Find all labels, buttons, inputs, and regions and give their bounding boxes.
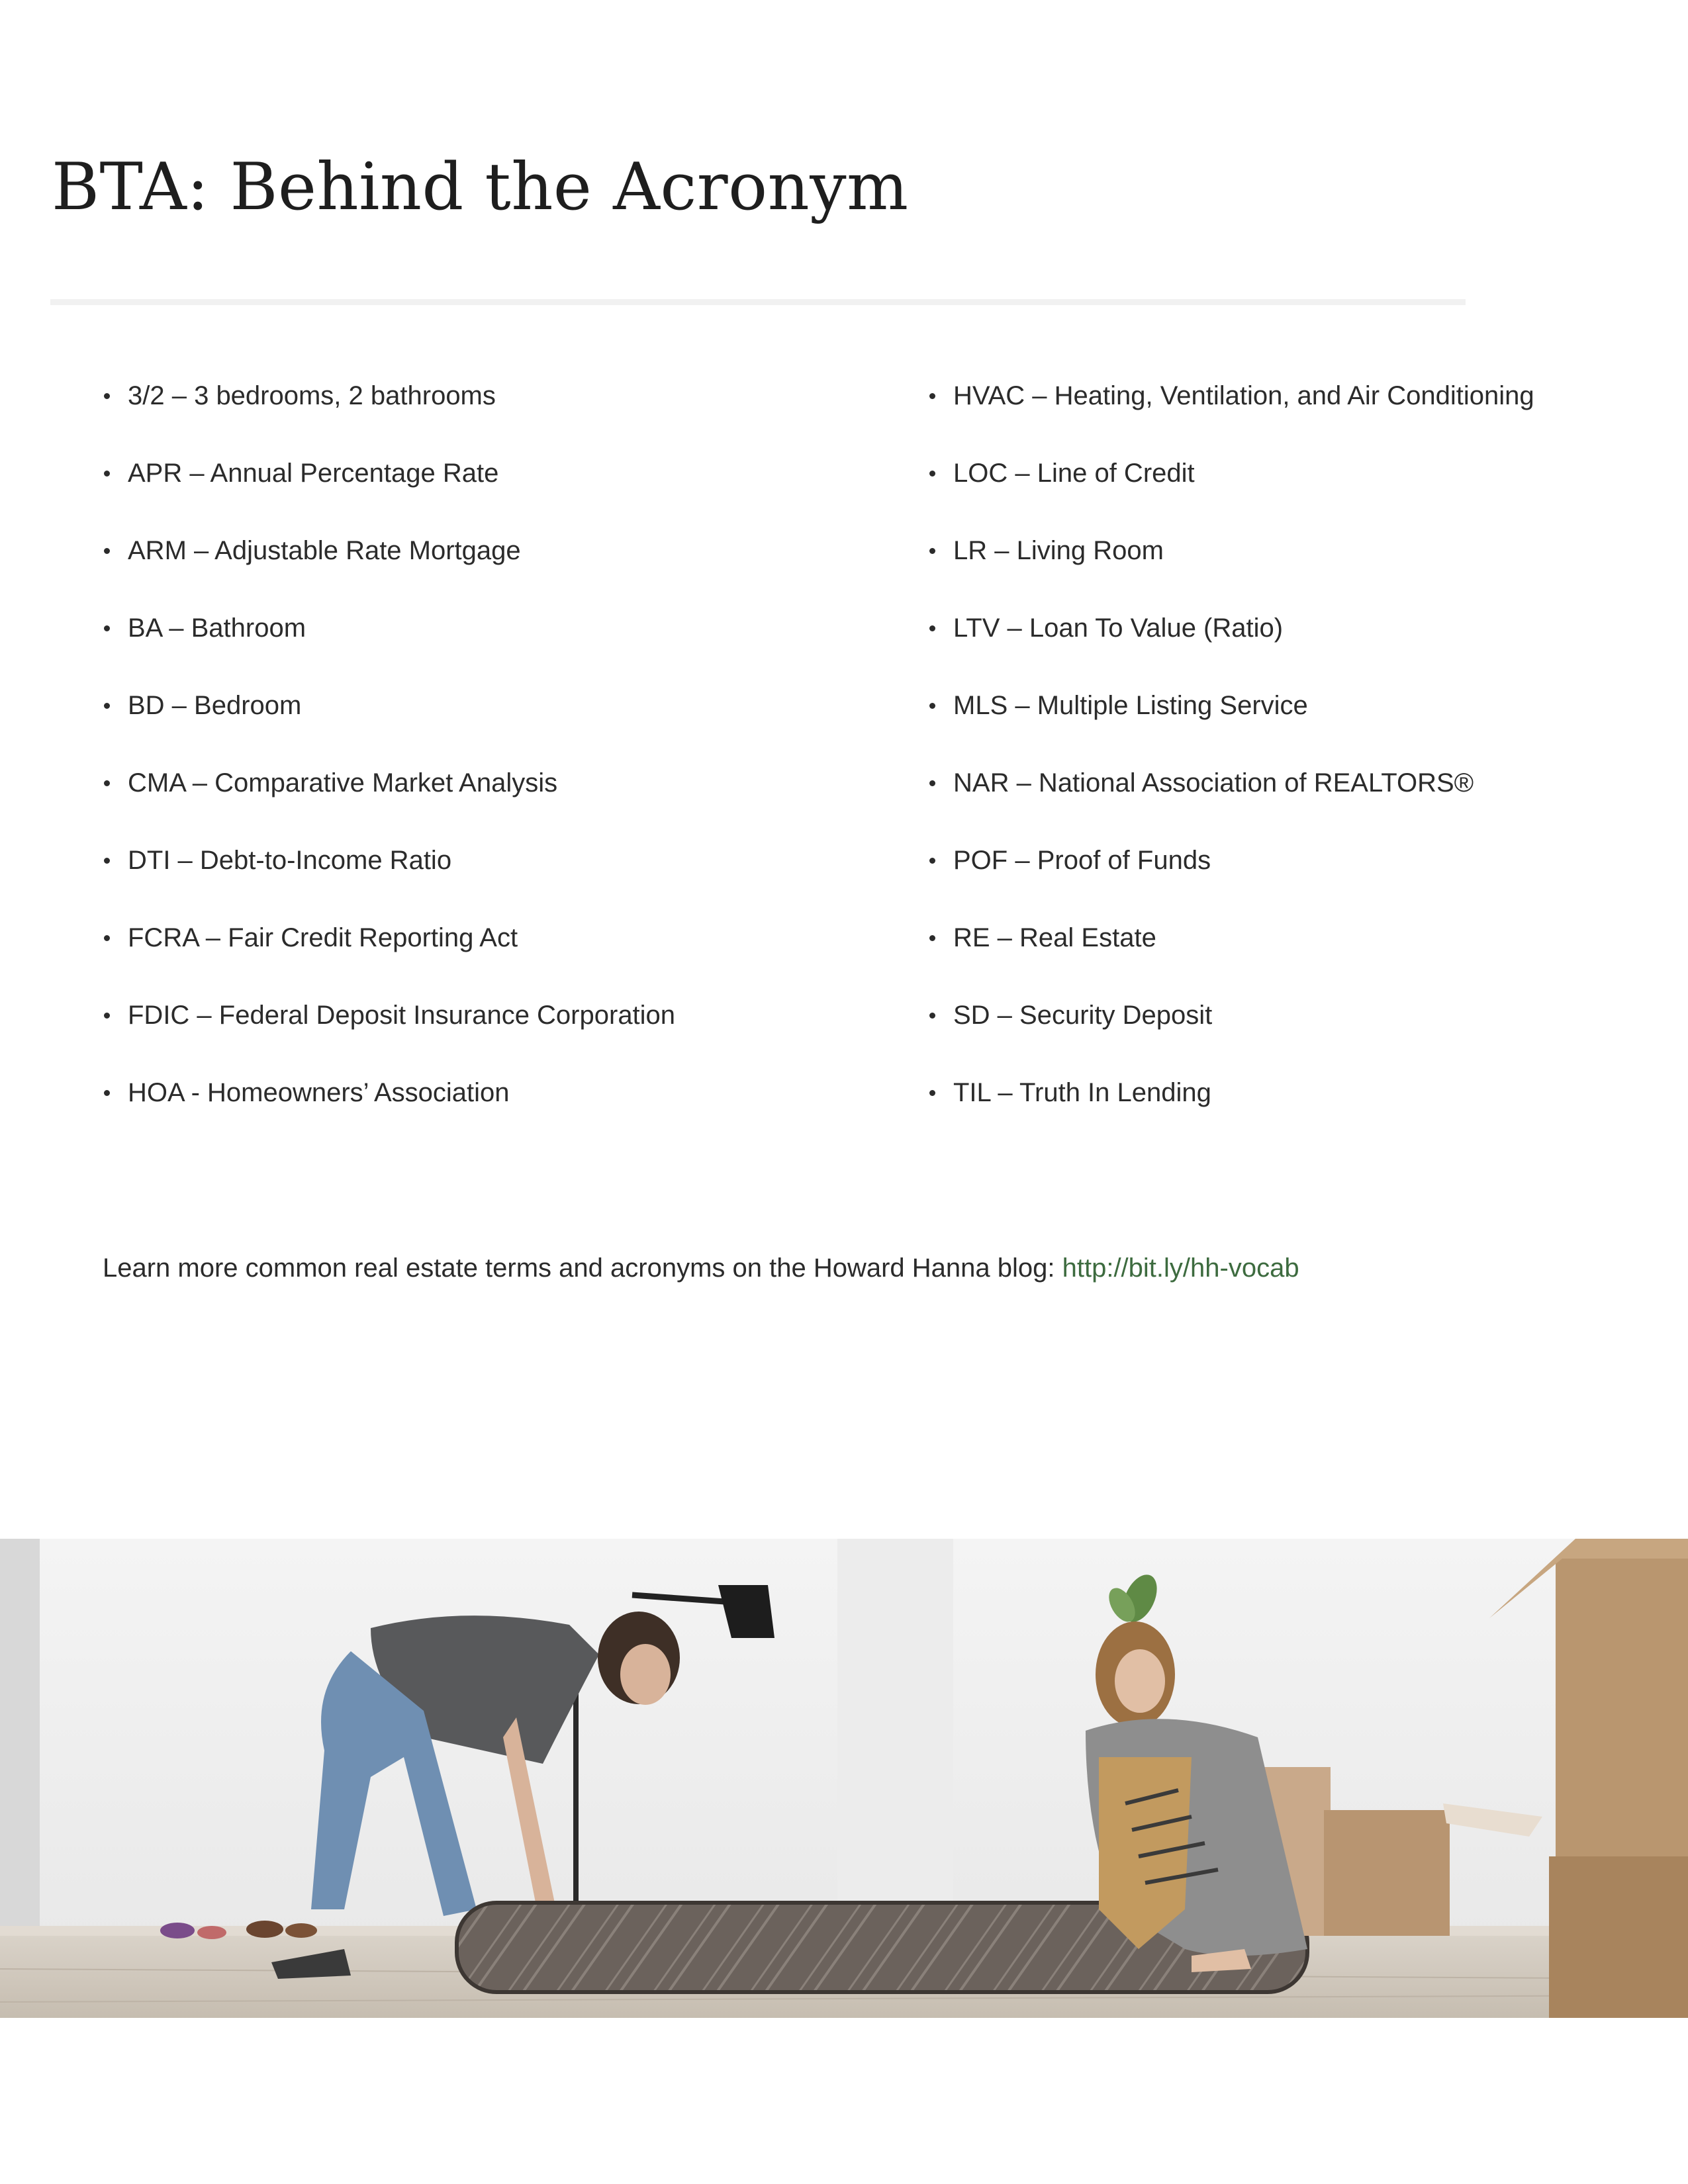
acronym-list-right (928, 377, 1656, 1152)
acronym-text: LOC – Line of Credit (953, 459, 1195, 488)
list-item (103, 842, 897, 919)
list-item (103, 610, 897, 687)
list-item (928, 610, 1656, 687)
bullet-icon (104, 703, 110, 709)
footer-text: Learn more common real estate terms and acronyms on the Howard Hanna blog: (103, 1253, 1062, 1283)
page-title: BTA: Behind the Acronym (52, 150, 909, 225)
list-item (928, 455, 1656, 532)
acronym-text: BA – Bathroom (128, 614, 306, 643)
list-item (103, 455, 897, 532)
title-divider (50, 299, 1466, 305)
acronym-text: CMA – Comparative Market Analysis (128, 768, 558, 797)
bullet-icon (104, 625, 110, 631)
hero-photo (0, 1539, 1688, 2018)
bullet-icon (104, 780, 110, 786)
list-item (103, 1074, 897, 1152)
acronym-text: LTV – Loan To Value (Ratio) (953, 614, 1284, 643)
bullet-icon (104, 1090, 110, 1096)
bullet-icon (104, 471, 110, 477)
list-item (103, 532, 897, 610)
bullet-icon (929, 471, 935, 477)
acronym-text: RE – Real Estate (953, 923, 1156, 952)
list-item (103, 687, 897, 764)
acronym-text: NAR – National Association of REALTORS® (953, 768, 1474, 797)
list-item (928, 842, 1656, 919)
bullet-icon (929, 548, 935, 554)
bullet-icon (929, 935, 935, 941)
bullet-icon (929, 1013, 935, 1019)
acronym-text: APR – Annual Percentage Rate (128, 459, 499, 488)
list-item (103, 919, 897, 997)
list-item (928, 997, 1656, 1074)
acronym-text: SD – Security Deposit (953, 1001, 1213, 1030)
bullet-icon (104, 393, 110, 399)
footer-note (103, 1250, 1299, 1287)
acronym-text: DTI – Debt-to-Income Ratio (128, 846, 452, 875)
acronym-text: POF – Proof of Funds (953, 846, 1211, 875)
bullet-icon (104, 935, 110, 941)
list-item (928, 532, 1656, 610)
list-item (928, 919, 1656, 997)
bullet-icon (929, 625, 935, 631)
bullet-icon (929, 780, 935, 786)
acronym-text: HVAC – Heating, Ventilation, and Air Conditioning (953, 381, 1534, 410)
acronym-text: LR – Living Room (953, 536, 1164, 565)
list-item (928, 764, 1656, 842)
bullet-icon (929, 1090, 935, 1096)
acronym-text: TIL – Truth In Lending (953, 1078, 1211, 1107)
bullet-icon (104, 858, 110, 864)
acronym-text: ARM – Adjustable Rate Mortgage (128, 536, 521, 565)
acronym-text: HOA - Homeowners’ Association (128, 1078, 510, 1107)
list-item (928, 687, 1656, 764)
acronym-text: BD – Bedroom (128, 691, 302, 720)
bullet-icon (929, 858, 935, 864)
bullet-icon (104, 548, 110, 554)
acronym-list-left (103, 377, 897, 1152)
bullet-icon (929, 703, 935, 709)
list-item (928, 377, 1656, 455)
list-item (103, 377, 897, 455)
acronym-text: FDIC – Federal Deposit Insurance Corporation (128, 1001, 676, 1030)
acronym-text: MLS – Multiple Listing Service (953, 691, 1308, 720)
bullet-icon (104, 1013, 110, 1019)
list-item (103, 764, 897, 842)
acronym-text: FCRA – Fair Credit Reporting Act (128, 923, 518, 952)
blog-link[interactable]: http://bit.ly/hh-vocab (1062, 1253, 1299, 1283)
acronym-text: 3/2 – 3 bedrooms, 2 bathrooms (128, 381, 496, 410)
bullet-icon (929, 393, 935, 399)
list-item (928, 1074, 1656, 1152)
list-item (103, 997, 897, 1074)
